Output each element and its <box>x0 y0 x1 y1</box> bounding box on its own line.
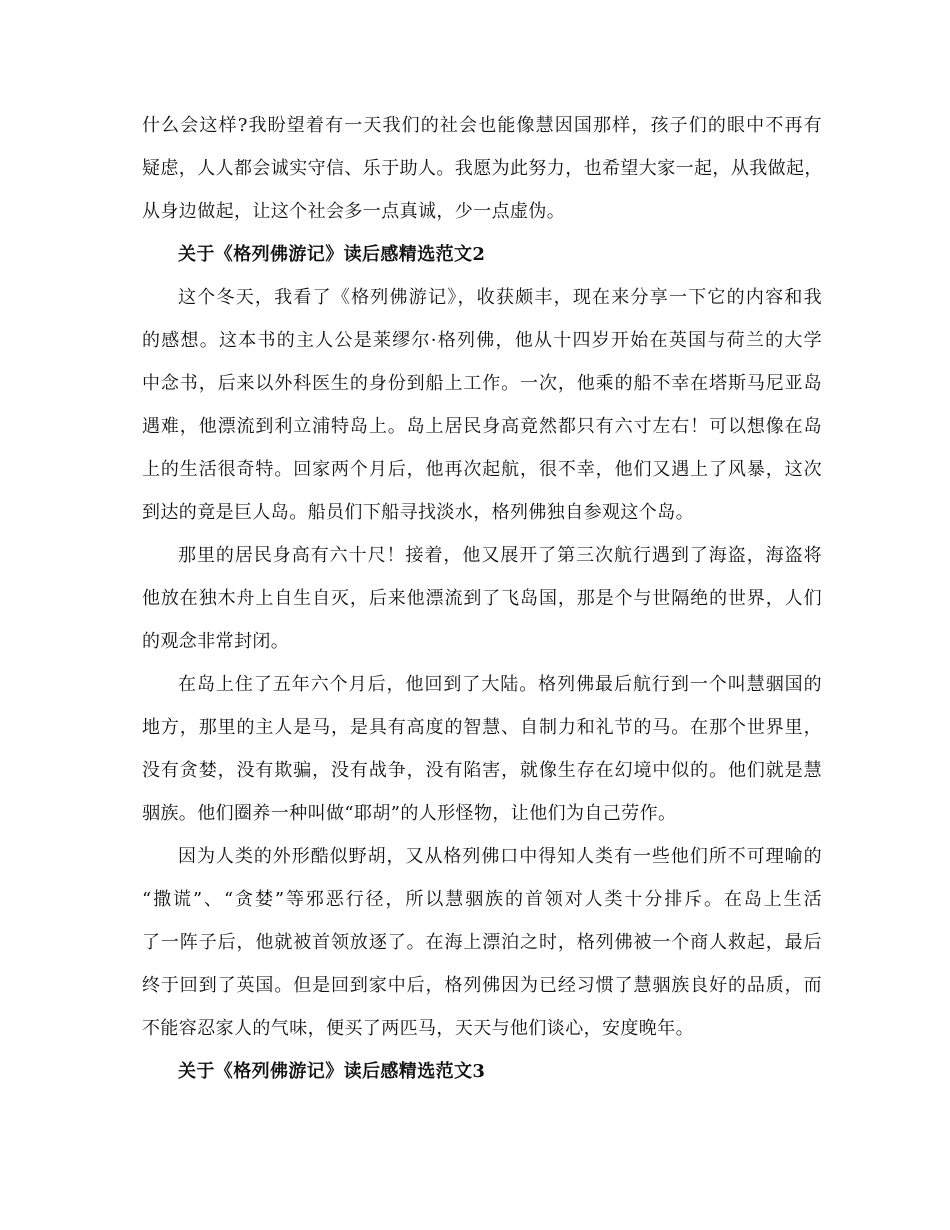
paragraph-2-line-1: 那里的居民身高有六十尺！接着，他又展开了第三次航行遇到了海盗，海盗将 <box>178 545 822 566</box>
paragraph-2-line-3: 的观念非常封闭。 <box>142 631 290 652</box>
paragraph-1-line-5: 上的生活很奇特。回家两个月后，他再次起航，很不幸，他们又遇上了风暴，这次 <box>142 459 822 480</box>
intro-line-1: 什么会这样?我盼望着有一天我们的社会也能像慧因国那样，孩子们的眼中不再有 <box>142 115 822 136</box>
intro-line-3: 从身边做起，让这个社会多一点真诚，少一点虚伪。 <box>142 201 566 222</box>
paragraph-2-line-2: 他放在独木舟上自生自灭，后来他漂流到了飞岛国，那是个与世隔绝的世界，人们 <box>142 588 822 609</box>
paragraph-1-line-2: 的感想。这本书的主人公是莱缪尔·格列佛，他从十四岁开始在英国与荷兰的大学 <box>142 330 822 351</box>
paragraph-3-line-3: 没有贪婪，没有欺骗，没有战争，没有陷害，就像生存在幻境中似的。他们就是慧 <box>142 760 822 781</box>
paragraph-1-line-1: 这个冬天，我看了《格列佛游记》，收获颇丰，现在来分享一下它的内容和我 <box>178 287 822 308</box>
paragraph-3-line-4: 骃族。他们圈养一种叫做“耶胡”的人形怪物，让他们为自己劳作。 <box>142 803 677 824</box>
section-heading-2: 关于《格列佛游记》读后感精选范文2 <box>178 244 486 265</box>
paragraph-1-line-6: 到达的竟是巨人岛。船员们下船寻找淡水，格列佛独自参观这个岛。 <box>142 502 694 523</box>
section-heading-3: 关于《格列佛游记》读后感精选范文3 <box>178 1061 486 1082</box>
intro-line-2: 疑虑，人人都会诚实守信、乐于助人。我愿为此努力，也希望大家一起，从我做起， <box>142 158 823 179</box>
paragraph-4-line-2: “撒谎”、“贪婪”等邪恶行径，所以慧骃族的首领对人类十分排斥。在岛上生活 <box>142 889 822 910</box>
paragraph-4-line-5: 不能容忍家人的气味，便买了两匹马，天天与他们谈心，安度晚年。 <box>142 1018 694 1039</box>
paragraph-3-line-1: 在岛上住了五年六个月后，他回到了大陆。格列佛最后航行到一个叫慧骃国的 <box>178 674 822 695</box>
paragraph-3-line-2: 地方，那里的主人是马，是具有高度的智慧、自制力和礼节的马。在那个世界里， <box>142 717 822 738</box>
paragraph-1-line-3: 中念书，后来以外科医生的身份到船上工作。一次，他乘的船不幸在塔斯马尼亚岛 <box>142 373 822 394</box>
paragraph-4-line-3: 了一阵子后，他就被首领放逐了。在海上漂泊之时，格列佛被一个商人救起，最后 <box>142 932 822 953</box>
paragraph-4-line-4: 终于回到了英国。但是回到家中后，格列佛因为已经习惯了慧骃族良好的品质，而 <box>142 975 822 996</box>
paragraph-4-line-1: 因为人类的外形酷似野胡，又从格列佛口中得知人类有一些他们所不可理喻的 <box>178 846 822 867</box>
paragraph-1-line-4: 遇难，他漂流到利立浦特岛上。岛上居民身高竟然都只有六寸左右！可以想像在岛 <box>142 416 822 437</box>
